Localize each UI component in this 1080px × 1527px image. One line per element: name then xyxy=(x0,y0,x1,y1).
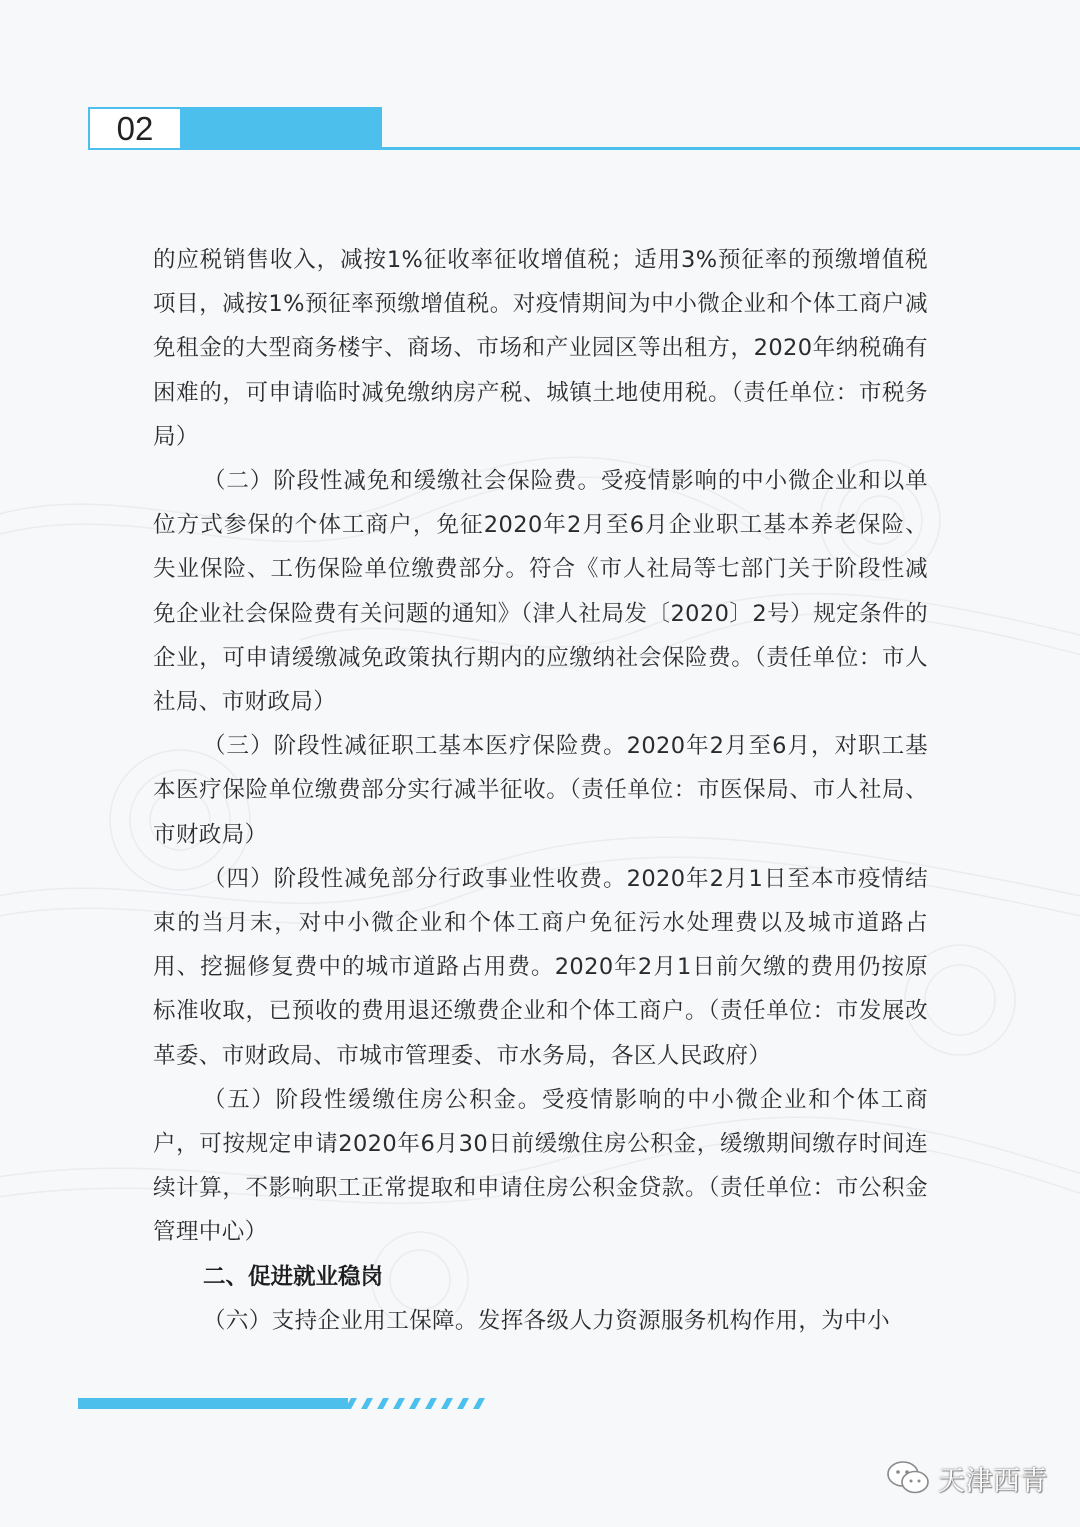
section-heading: 二、促进就业稳岗 xyxy=(203,1263,384,1290)
paragraph-3: （三）阶段性减征职工基本医疗保险费。2020年2月至6月，对职工基本医疗保险单位缴费部分实行减半征收。（责任单位：市医保局、市人社局、市财政局） xyxy=(153,733,928,848)
paragraph-5: （五）阶段性缓缴住房公积金。受疫情影响的中小微企业和个体工商户，可按规定申请2020年6月30日前缓缴住房公积金，缓缴期间缴存时间连续计算，不影响职工正常提取和申请住房公积金贷款。（责任单位：市公积金管理中心） xyxy=(153,1086,928,1246)
wechat-icon xyxy=(886,1460,930,1496)
paragraph-4: （四）阶段性减免部分行政事业性收费。2020年2月1日至本市疫情结束的当月末，对中小微企业和个体工商户免征污水处理费以及城市道路占用、挖掘修复费中的城市道路占用费。2020年2月1日前欠缴的费用仍按原标准收取，已预收的费用退还缴费企业和个体工商户。（责任单位：市发展改革委、市财政局、市城市管理委、市水务局，各区人民政府） xyxy=(153,865,928,1069)
paragraph-1: 的应税销售收入，减按1%征收率征收增值税；适用3%预征率的预缴增值税项目，减按1%预征率预缴增值税。对疫情期间为中小微企业和个体工商户减免租金的大型商务楼宇、商场、市场和产业园区等出租方，2020年纳税确有困难的，可申请临时减免缴纳房产税、城镇土地使用税。（责任单位：市税务局） xyxy=(153,247,928,450)
watermark xyxy=(886,1456,1048,1500)
watermark-text: 天津西青 xyxy=(938,1465,1048,1497)
document-body xyxy=(153,238,928,1343)
header-rule xyxy=(380,147,1080,150)
footer-stripes xyxy=(345,1398,485,1409)
paragraph-6: （六）支持企业用工保障。发挥各级人力资源服务机构作用，为中小 xyxy=(203,1307,891,1334)
paragraph-2: （二）阶段性减免和缓缴社会保险费。受疫情影响的中小微企业和以单位方式参保的个体工商户，免征2020年2月至6月企业职工基本养老保险、失业保险、工伤保险单位缴费部分。符合《市人社局等七部门关于阶段性减免企业社会保险费有关问题的通知》（津人社局发〔2020〕2号）规定条件的企业，可申请缓缴减免政策执行期内的应缴纳社会保险费。（责任单位：市人社局、市财政局） xyxy=(153,468,928,716)
footer-bar xyxy=(78,1398,348,1409)
page-number: 02 xyxy=(88,107,182,150)
